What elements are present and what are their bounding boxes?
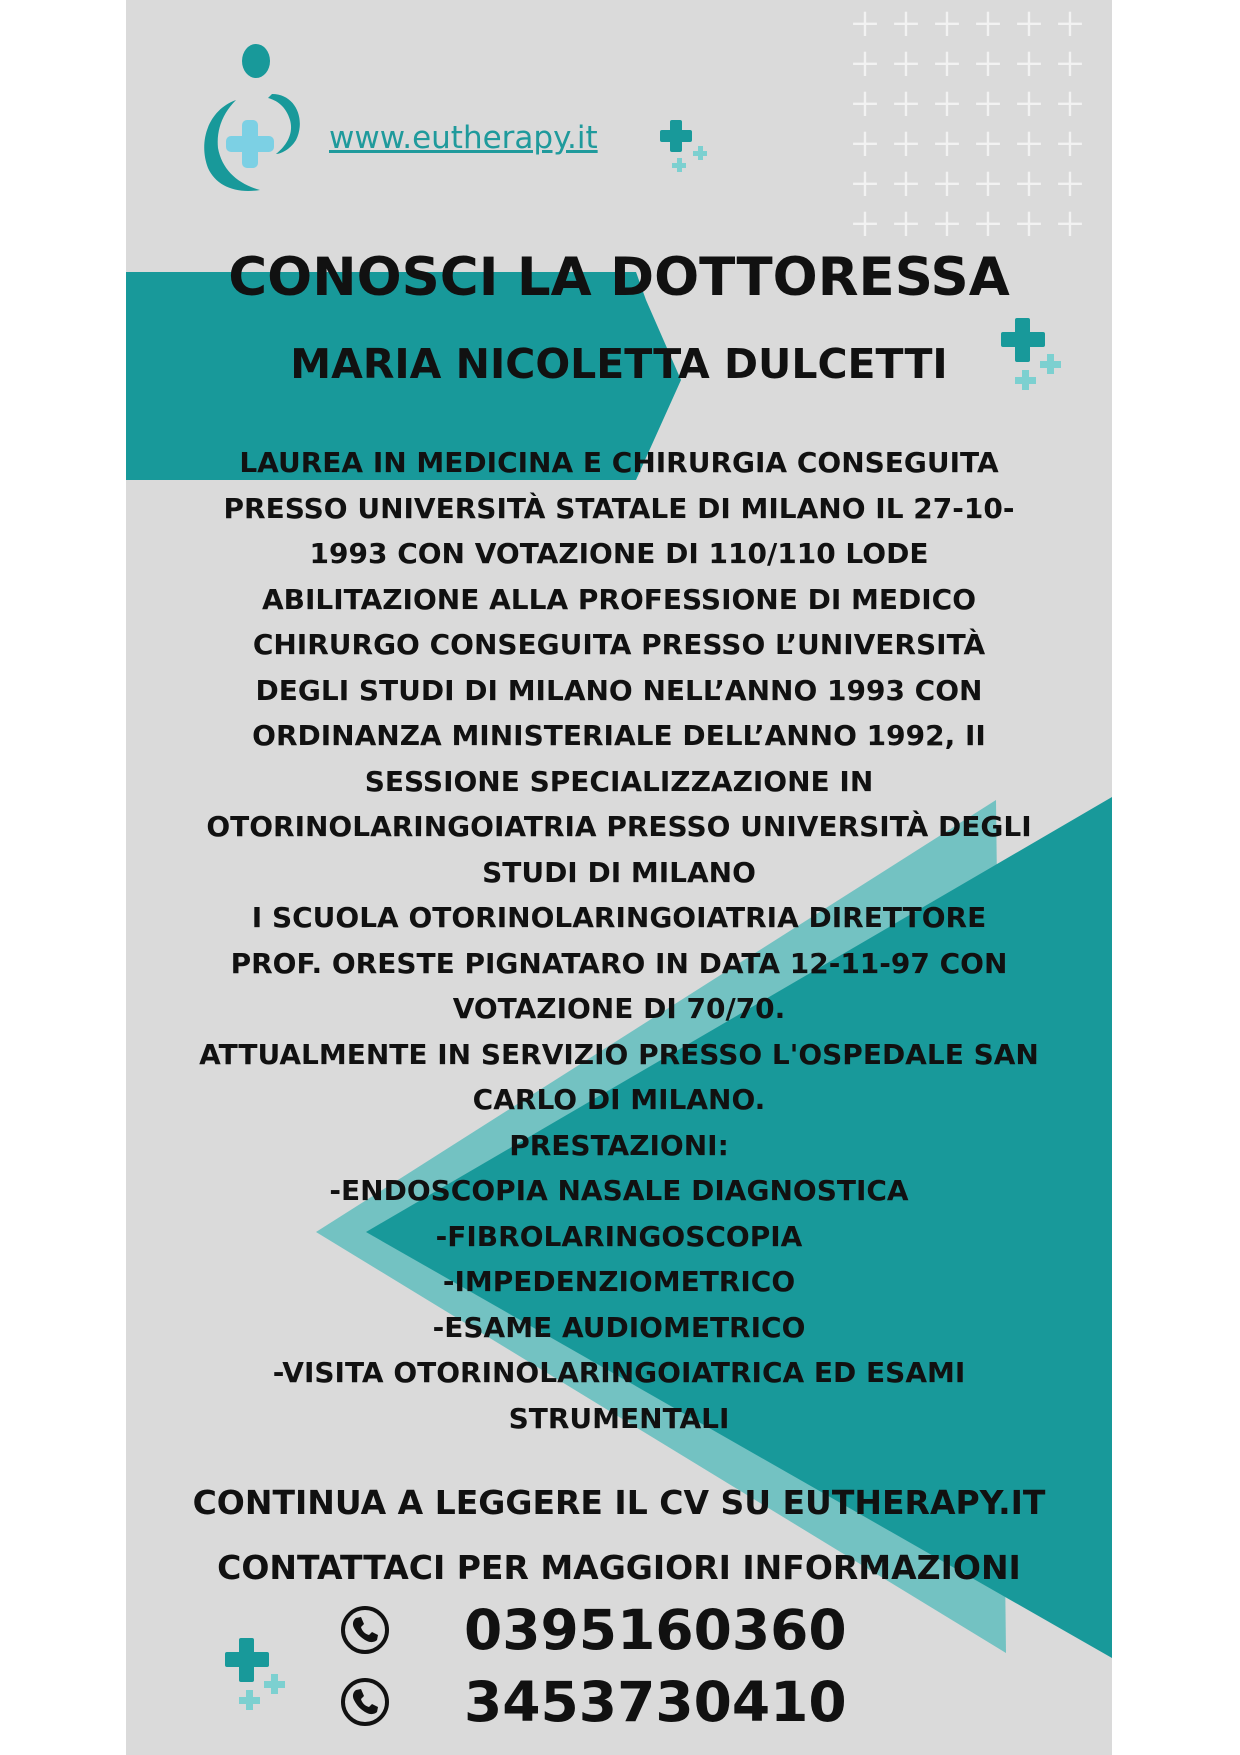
cv-text [176, 440, 1062, 1441]
cv-line: ABILITAZIONE ALLA PROFESSIONE DI MEDICO [261, 582, 977, 616]
cv-line: STUDI DI MILANO [482, 855, 756, 889]
service-item: -ENDOSCOPIA NASALE DIAGNOSTICA [329, 1174, 909, 1207]
service-item: STRUMENTALI [508, 1401, 730, 1435]
cv-line: PROF. ORESTE PIGNATARO IN DATA 12-11-97 CON [230, 946, 1008, 980]
cv-line: OTORINOLARINGOIATRIA PRESSO UNIVERSITÀ DEGLI [206, 810, 1032, 843]
cv-line: 1993 CON VOTAZIONE DI 110/110 LODE [309, 537, 929, 570]
cv-line: DEGLI STUDI DI MILANO NELL’ANNO 1993 CON [255, 673, 983, 707]
service-item: -FIBROLARINGOSCOPIA [435, 1219, 803, 1253]
medical-cross-icon [224, 1636, 290, 1714]
services-heading: PRESTAZIONI: [509, 1128, 729, 1162]
cv-line: I SCUOLA OTORINOLARINGOIATRIA DIRETTORE [251, 901, 987, 934]
contact-cta: CONTATTACI PER MAGGIORI INFORMAZIONI [217, 1548, 1021, 1587]
cv-line: CARLO DI MILANO. [472, 1083, 766, 1116]
phone-icon [339, 1604, 391, 1656]
cv-line: VOTAZIONE DI 70/70. [452, 992, 786, 1025]
service-item: -ESAME AUDIOMETRICO [432, 1310, 806, 1344]
cv-line: ORDINANZA MINISTERIALE DELL’ANNO 1992, II [252, 719, 986, 752]
page-title: CONOSCI LA DOTTORESSA [228, 247, 1010, 308]
phone-row[interactable] [339, 1595, 847, 1665]
phone-row[interactable] [339, 1667, 847, 1737]
cv-line: SESSIONE SPECIALIZZAZIONE IN [364, 764, 874, 798]
cv-line: LAUREA IN MEDICINA E CHIRURGIA CONSEGUITA [239, 446, 999, 479]
cv-line: ATTUALMENTE IN SERVIZIO PRESSO L'OSPEDALE SAN [199, 1037, 1039, 1071]
medical-cross-icon [660, 118, 710, 174]
person-medical-cross-icon [198, 42, 310, 192]
service-item: -IMPEDENZIOMETRICO [442, 1265, 796, 1298]
phone-number[interactable]: 0395160360 [464, 1598, 847, 1662]
website-link[interactable]: www.eutherapy.it [329, 120, 598, 156]
poster [126, 0, 1112, 1755]
phone-icon [339, 1676, 391, 1728]
phone-number[interactable]: 3453730410 [464, 1670, 847, 1734]
doctor-name: MARIA NICOLETTA DULCETTI [290, 340, 948, 388]
read-more-cta[interactable]: CONTINUA A LEGGERE IL CV SU EUTHERAPY.IT [192, 1483, 1046, 1522]
cv-line: CHIRURGO CONSEGUITA PRESSO L’UNIVERSITÀ [252, 628, 986, 661]
service-item: -VISITA OTORINOLARINGOIATRICA ED ESAMI [272, 1356, 966, 1389]
cv-line: PRESSO UNIVERSITÀ STATALE DI MILANO IL 27-10- [223, 491, 1015, 525]
plus-pattern: ＋＋＋＋＋＋＋＋＋＋＋＋＋＋＋＋＋＋＋＋＋＋＋＋＋＋＋＋＋＋＋＋＋＋＋＋ [850, 8, 1096, 243]
